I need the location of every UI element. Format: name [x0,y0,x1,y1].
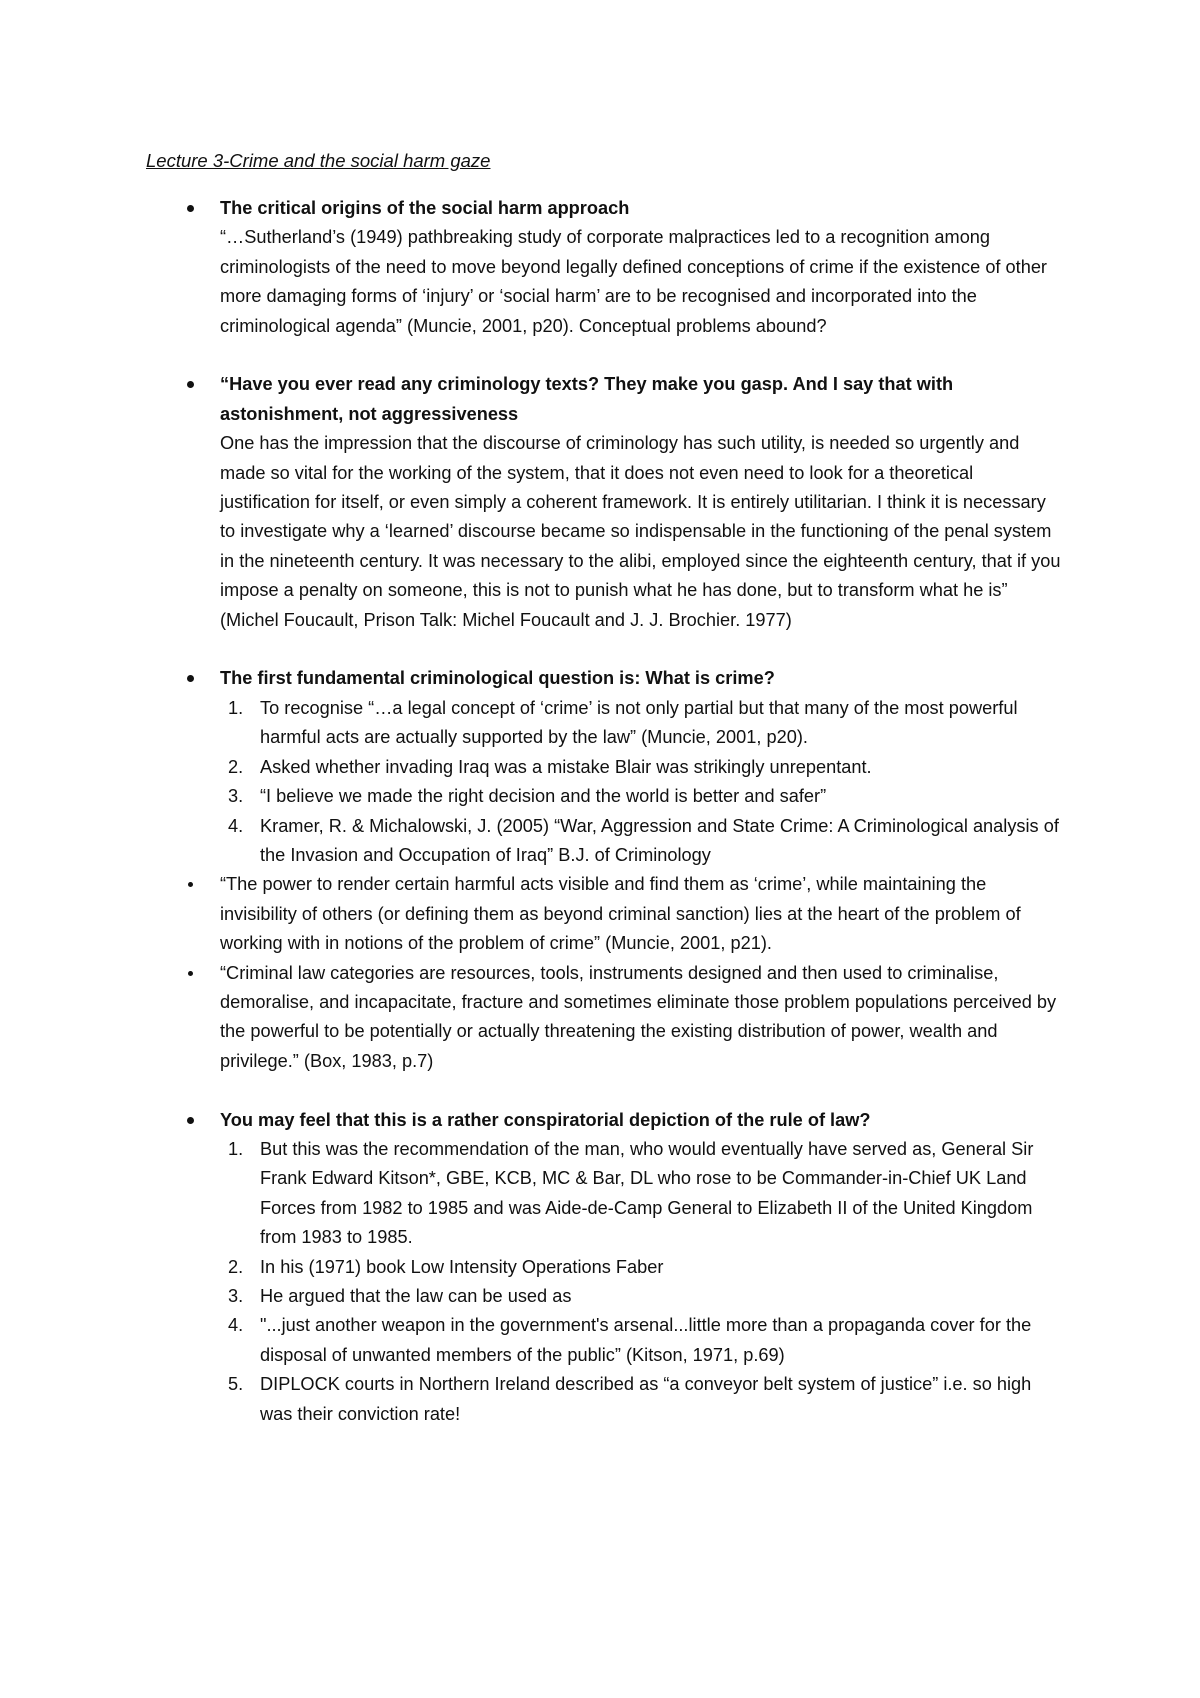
bullet-icon [187,205,194,212]
page-title: Lecture 3-Crime and the social harm gaze [146,150,491,171]
list-number: 3. [228,786,244,807]
bullet-section-what-is-crime [146,664,1066,870]
list-number: 3. [228,1285,244,1306]
document-body [146,194,1066,1429]
numbered-list [220,1135,1066,1429]
list-item [220,694,1066,753]
bullet-icon [187,675,194,682]
section-heading: You may feel that this is a rather conspiratorial depiction of the rule of law? [220,1109,871,1130]
section-heading: “Have you ever read any criminology texts? They make you gasp. And I say that with astonishment, not aggressiveness [220,374,954,424]
list-number: 1. [228,697,244,718]
list-number: 4. [228,815,244,836]
list-number: 4. [228,1315,244,1336]
list-item [220,1311,1066,1370]
list-item [220,1253,1066,1282]
section-body: “Criminal law categories are resources, tools, instruments designed and then used to criminalise, demoralise, and incapacitate, fracture and sometimes eliminate those problem populations perceived by the powerful to be potentially or actually threatening the existing distribution of power, wealth and privilege.” (Box, 1983, p.7) [220,962,1057,1071]
bullet-section-criminal-law-categories [146,959,1066,1077]
bullet-icon [187,1117,194,1124]
bullet-icon [188,882,193,887]
list-item-text: But this was the recommendation of the man, who would eventually have served as, General Sir Frank Edward Kitson*, GBE, KCB, MC & Bar, DL who rose to be Commander-in-Chief UK Land Forces from 1982 to 1985 and was Aide-de-Camp General to Elizabeth II of the United Kingdom from 1983 to 1985. [260,1138,1034,1248]
section-heading: The first fundamental criminological question is: What is crime? [220,668,775,689]
section-body: “The power to render certain harmful acts visible and find them as ‘crime’, while maintaining the invisibility of others (or defining them as beyond criminal sanction) lies at the heart of the problem of working with in notions of the problem of crime” (Muncie, 2001, p21). [220,874,1021,954]
list-item-text: To recognise “…a legal concept of ‘crime’ is not only partial but that many of the most powerful harmful acts are actually supported by the law” (Muncie, 2001, p20). [260,697,1018,748]
bullet-section-power-to-render [146,870,1066,958]
list-item [220,753,1066,782]
list-item [220,1135,1066,1253]
list-item [220,1370,1066,1429]
list-item-text: "...just another weapon in the government's arsenal...little more than a propaganda cover for the disposal of unwanted members of the public” (Kitson, 1971, p.69) [260,1315,1032,1365]
list-item-text: Asked whether invading Iraq was a mistake Blair was strikingly unrepentant. [260,756,872,777]
bullet-icon [187,381,194,388]
list-number: 2. [228,756,244,777]
list-item [220,812,1066,871]
section-body: One has the impression that the discourse of criminology has such utility, is needed so urgently and made so vital for the working of the system, that it does not even need to look for a theoretical justification for itself, or even simply a coherent framework. It is entirely utilitarian. I think it is necessary to investigate why a ‘learned’ discourse became so indispensable in the functioning of the penal system in the nineteenth century. It was necessary to the alibi, employed since the eighteenth century, that if you impose a penalty on someone, this is not to punish what he has done, but to transform what he is” (Michel Foucault, Prison Talk: Michel Foucault and J. J. Brochier. 1977) [220,433,1061,630]
list-number: 2. [228,1256,244,1277]
section-body: “…Sutherland’s (1949) pathbreaking study of corporate malpractices led to a recognition among criminologists of the need to move beyond legally defined conceptions of crime if the existence of other more damaging forms of ‘injury’ or ‘social harm’ are to be recognised and incorporated into the criminological agenda” (Muncie, 2001, p20). Conceptual problems abound? [220,227,1047,336]
section-heading: The critical origins of the social harm approach [220,198,630,218]
list-item [220,1282,1066,1311]
numbered-list [220,694,1066,870]
list-item-text: He argued that the law can be used as [260,1285,572,1306]
bullet-icon [188,971,193,976]
list-item-text: DIPLOCK courts in Northern Ireland described as “a conveyor belt system of justice” i.e. so high was their conviction rate! [260,1374,1032,1424]
list-number: 1. [228,1138,244,1159]
bullet-section-foucault-quote [146,370,1066,635]
list-item-text: Kramer, R. & Michalowski, J. (2005) “War, Aggression and State Crime: A Criminological analysis of the Invasion and Occupation of Iraq” B.J. of Criminology [260,815,1059,865]
list-item-text: “I believe we made the right decision and the world is better and safer” [260,786,827,807]
bullet-section-social-harm-origins [146,194,1066,341]
list-item [220,782,1066,811]
list-number: 5. [228,1374,244,1395]
bullet-section-conspiratorial-depiction [146,1106,1066,1429]
list-item-text: In his (1971) book Low Intensity Operations Faber [260,1256,664,1277]
